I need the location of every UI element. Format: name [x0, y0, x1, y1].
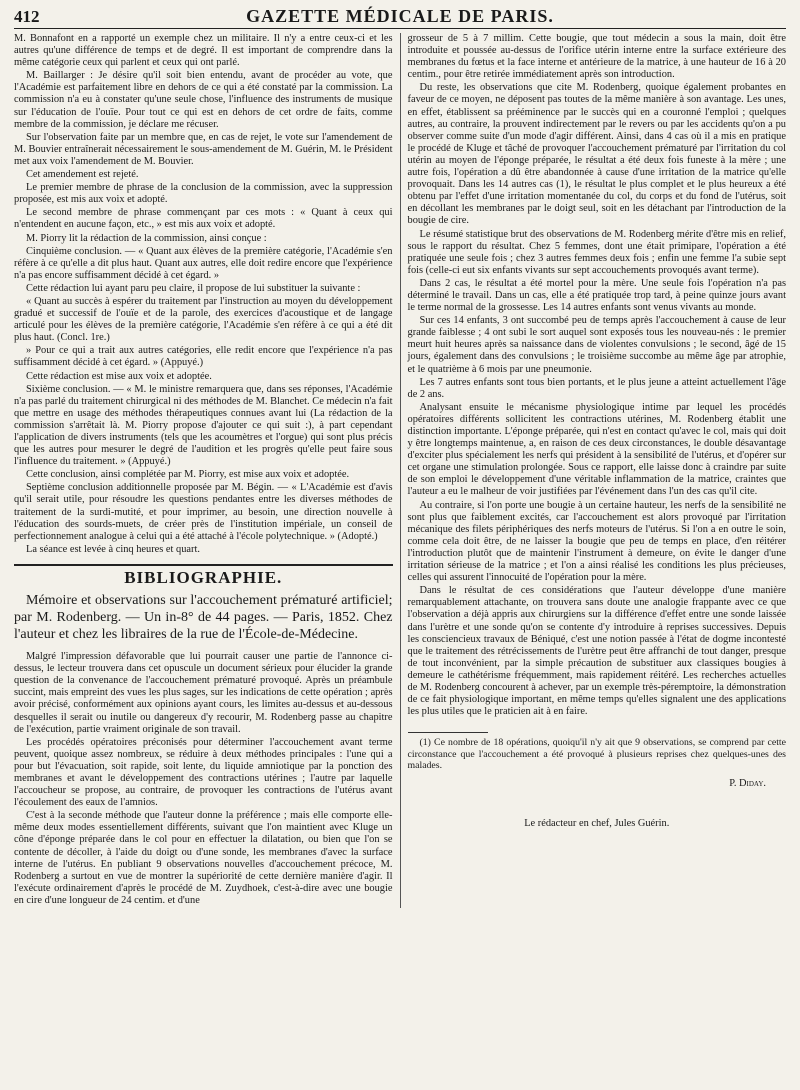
left-column [14, 33, 400, 908]
paragraph: M. Piorry lit la rédaction de la commission, ainsi conçue : [26, 232, 267, 244]
paragraph: Malgré l'impression défavorable que lui pourrait causer une partie de l'annonce ci-dessus, le lecteur trouvera dans cet opuscule un document sérieux pour élucider la grande question de la convenance de l'accouchement prématuré provoqué. Après un préambule succint, mais empreint des vues les plus sages, sur les indications de cette opération ; après avoir précisé, conformément aux opinions ayant cours, les limites au-dessus et au-dessous desquelles il serait ou inutile ou dangereux d'y recourir, M. Rodenberg passe au chapitre de l'exécution, partie vraiment originale de son travail. [14, 651, 393, 735]
paragraph: Le résumé statistique brut des observations de M. Rodenberg mérite d'être mis en relief, sous le rapport du résultat. Chez 5 femmes, dont une était primipare, l'opération a été pratiquée une seule fois ; chez 3 autres femmes deux fois ; enfin une femme l'a subie sept fois (celle-ci eut six enfants vivants sur sept accouchements provoqués avant terme). [407, 228, 786, 276]
paragraph: Le second membre de phrase commençant par ces mots : « Quant à ceux qui n'entendent en aucune façon, etc., » est mis aux voix et adopté. [14, 207, 393, 231]
paragraph: Les procédés opératoires préconisés pour déterminer l'accouchement avant terme peuvent, quoique assez nombreux, se réduire à deux méthodes principales : l'une qui a pour but l'évacuation, soit rapide, soit lente, du liquide amniotique par la ponction des membranes et avant le développement des contractions utérines ; l'autre par laquelle l'accoucheur se propose, au contraire, de provoquer les contractions de l'utérus avant l'écoulement des eaux de l'amnios. [14, 736, 393, 809]
paragraph: Sur l'observation faite par un membre que, en cas de rejet, le vote sur l'amendement de M. Bouvier entraînerait nécessairement le sous-amendement de M. Guérin, M. le Président met aux voix l'amendement de M. Bouvier. [14, 131, 393, 167]
paragraph: Cette conclusion, ainsi complétée par M. Piorry, est mise aux voix et adoptée. [26, 469, 350, 481]
footnote: (1) Ce nombre de 18 opérations, quoiqu'il n'y ait que 9 observations, se comprend par cette circonstance que l'accouchement a été provoqué à plusieurs reprises chez quelques-unes des malades. [407, 737, 786, 772]
editor-line: Le rédacteur en chef, Jules Guérin. [524, 817, 670, 829]
paragraph: Dans 2 cas, le résultat a été mortel pour la mère. Une seule fois l'opération n'a pas déterminé le travail. Dans un cas, elle a été pratiquée trop tard, à peine quinze jours avant le terme normal de la grossesse. Les 14 autres enfants sont venus vivants au monde. [407, 277, 786, 314]
paragraph: M. Baillarger : Je désire qu'il soit bien entendu, avant de procéder au vote, que l'Académie est parfaitement libre en dehors de ce qui a été constaté par la commission. La commission n'a eu à constater qu'une seule chose, l'influence des instruments de musique sur l'éducation de l'ouïe. Pour tout ce qui est en dehors de cet ordre de faits, comme membre de la commission, je déclare me récuser. [14, 70, 393, 130]
paragraph: « Quant au succès à espérer du traitement par l'instruction au moyen du développement gradué et successif de l'ouïe et de la parole, des exercices d'acoustique et de langage articulé pour les élèves de la première catégorie, l'Académie s'en réfère à ce qui a été dit plus haut. (Concl. 1re.) [14, 295, 393, 344]
paragraph: grosseur de 5 à 7 millim. Cette bougie, que tout médecin a sous la main, doit être introduite et poussée au-dessus de l'orifice utérin interne entre la surface extérieure des membranes du fœtus et la face interne et antérieure de la matrice, à une hauteur de 16 à 20 centim., pour être retirée immédiatement après son introduction. [407, 33, 786, 81]
paragraph: M. Bonnafont en a rapporté un exemple chez un militaire. Il n'y a entre ceux-ci et les autres qu'une différence de temps et de degré. Il est important de comprendre dans la même catégorie ceux qui parlent et ceux qui ont parlé. [14, 33, 393, 69]
paragraph: Les 7 autres enfants sont tous bien portants, et le plus jeune a atteint actuellement l'âge de 2 ans. [407, 376, 786, 400]
paragraph: C'est à la seconde méthode que l'auteur donne la préférence ; mais elle comporte elle-même deux modes essentiellement différents, suivant que l'on maintient avec Kluge un cône d'éponge préparée dans le col pour en effectuer la dilatation, ou bien que l'on se contente de décoller, à l'aide du doigt ou d'une sonde, les membranes d'avec la surface interne de l'utérus. En publiant 9 observations nouvelles d'accouchement précoce, M. Rodenberg a surtout en vue de montrer la supériorité de cette dernière manière d'agir. Il l'exécute ordinairement d'après le procédé de M. Zuydhoek, c'est-à-dire avec une bougie en cire d'une longueur de 24 centim. et d'une [14, 810, 393, 906]
paragraph: Sixième conclusion. — « M. le ministre remarquera que, dans ses réponses, l'Académie n'a pas parlé du traitement chirurgical ni des méthodes de M. Blanchet. Ce médecin n'a fait que mettre en usage des méthodes thérapeutiques connues avant lui (La rédaction de la commission s'arrêtait là. M. Piorry propose d'ajouter ce qui suit :), à part cependant l'application de divers instruments (tels que les acoumètres et l'orgue) qui sont plus précis que les autres pour mesurer le degré de l'audition et les progrès qu'elle peut faire sous l'influence du traitement. » (Appuyé.) [14, 383, 393, 468]
paragraph: Analysant ensuite le mécanisme physiologique intime par lequel les procédés opératoires différents sollicitent les contractions utérines, M. Rodenberg établit une distinction importante. L'éponge préparée, qui n'est en contact qu'avec le col, mais qui doit y être longtemps maintenue, a, en raison de ces deux circonstances, le double désavantage d'exciter plus spécialement les nerfs qui président à la sensibilité de l'utérus, et d'opérer sur cet organe une stimulation prolongée. Sous ce rapport, elle laisse donc à craindre par suite de son emploi le développement d'une véritable inflammation de la matrice, craintes que l'auteur a eu le malheur de voir justifiées par l'événement dans l'un des cas qu'il cite. [407, 401, 786, 498]
two-column-body [14, 33, 786, 908]
paragraph: Cet amendement est rejeté. [26, 169, 139, 181]
bibliography-title: BIBLIOGRAPHIE. [124, 567, 283, 587]
paragraph: La séance est levée à cinq heures et quart. [26, 543, 200, 555]
right-column [400, 33, 787, 908]
page-header [14, 6, 786, 29]
paragraph: Cinquième conclusion. — « Quant aux élèves de la première catégorie, l'Académie s'en réfère à ce qu'elle a dit plus haut. Quant aux autres, elle doit redire encore que l'expérience n'a pas encore suffisamment décidé à cet égard. » [14, 245, 393, 281]
paragraph: » Pour ce qui a trait aux autres catégories, elle redit encore que l'expérience n'a pas suffisamment décidé à cet égard. » (Appuyé.) [14, 345, 393, 369]
paragraph: Cette rédaction est mise aux voix et adoptée. [26, 370, 212, 382]
paragraph: Cette rédaction lui ayant paru peu claire, il propose de lui substituer la suivante : [26, 282, 361, 294]
page-number: 412 [14, 7, 40, 26]
paragraph: Le premier membre de phrase de la conclusion de la commission, avec la suppression proposée, est mis aux voix et adopté. [14, 182, 393, 206]
paragraph: Du reste, les observations que cite M. Rodenberg, quoique également probantes en faveur de ce moyen, ne déposent pas toutes de la même manière à son avantage. Les unes, en effet, établissent sa prééminence par le succès qui en a couronné l'emploi ; quelques autres, au contraire, la prouvent indirectement par le revers ou par les accidents qu'on a pu observer comme suite d'un mode d'agir différent. Ainsi, dans 4 cas où il a mis en pratique le procédé de Kluge et tâché de provoquer l'accouchement prématuré par l'irritation du col utérin au moyen de l'éponge préparée, le résultat a été deux fois funeste à la mère ; une autre fois, l'opération a dû être abandonnée à cause d'une irritation de la matrice qu'elle provoquait. Dans les 14 autres cas (1), le résultat le plus complet et le plus heureux a été obtenu par l'effet d'une irritation momentanée du col, du corps et du fond de l'utérus, soit en décollant les membranes par le doigt seul, soit en les détachant par l'introduction de la bougie de cire. [407, 82, 786, 227]
journal-title: GAZETTE MÉDICALE DE PARIS. [246, 6, 554, 26]
paragraph: Septième conclusion additionnelle proposée par M. Bégin. — « L'Académie est d'avis qu'il serait utile, pour résoudre les questions pendantes entre les diverses méthodes de traitement de la surdi-mutité, et pour imprimer, au besoin, une direction nouvelle à l'éducation des sourds-muets, de créer près de l'institution impériale, un conseil de perfectionnement analogue à celui qui a été attaché à l'école polytechnique. » (Adopté.) [14, 482, 393, 542]
paragraph: Au contraire, si l'on porte une bougie à un certaine hauteur, les nerfs de la sensibilité ne sont plus que faiblement excités, car l'accouchement est alors provoqué par l'irritation mécanique des filets périphériques des nerfs moteurs de l'utérus. Si l'on a en outre le soin, comme cela doit être, de ne laisser la bougie que peu de temps en place, d'en réitérer l'introduction plutôt que de maintenir l'instrument à demeure, on évite le danger d'une irritation sérieuse de la matrice ; et l'on a ainsi réalisé les conditions les plus précieuses, celles qui assurent l'innocuité de l'opération pour la mère. [407, 499, 786, 584]
footnote-divider [408, 732, 488, 733]
paragraph: Sur ces 14 enfants, 3 ont succombé peu de temps après l'accouchement à cause de leur grande faiblesse ; 4 ont subi le sort auquel sont exposés tous les nouveau-nés : le premier meurt huit heures après sa naissance dans de violentes convulsions ; le second, âgé de 15 jours, également dans des convulsions ; le troisième succombe au même âge par atrophie, et le quatrième à 6 mois par une pneumonie. [407, 315, 786, 375]
section-divider [14, 564, 393, 566]
author-signature: P. Diday. [729, 777, 766, 789]
book-heading: Mémoire et observations sur l'accouchement prématuré artificiel; par M. Rodenberg. — Un in-8° de 44 pages. — Paris, 1852. Chez l'auteur et chez les libraires de la rue de l'École-de-Médecine. [14, 593, 393, 643]
paragraph: Dans le résultat de ces considérations que l'auteur développe d'une manière remarquablement attachante, on trouvera sans doute une analogie frappante avec ce que l'observation a déjà appris aux chirurgiens sur la différence d'effet entre une sonde laissée dans l'urètre et une sonde qu'on se contente d'y introduire à reprises successives. Depuis les consciencieux travaux de Béniqué, c'est une notion passée à l'état de dogme incontesté que le traitement des rétrécissements de l'urètre peut être affranchi de tout danger, presque de tout inconvénient, par la simple précaution de substituer aux classiques bougies à demeure le cathétérisme fréquemment, mais rapidement réitéré. Les recherches actuelles de M. Rodenberg concourent à achever, par un exemple très-péremptoire, la démonstration de ce fait physiologique important, en même temps qu'elles signalent une des applications les plus utiles que le praticien ait à en faire. [407, 585, 786, 718]
